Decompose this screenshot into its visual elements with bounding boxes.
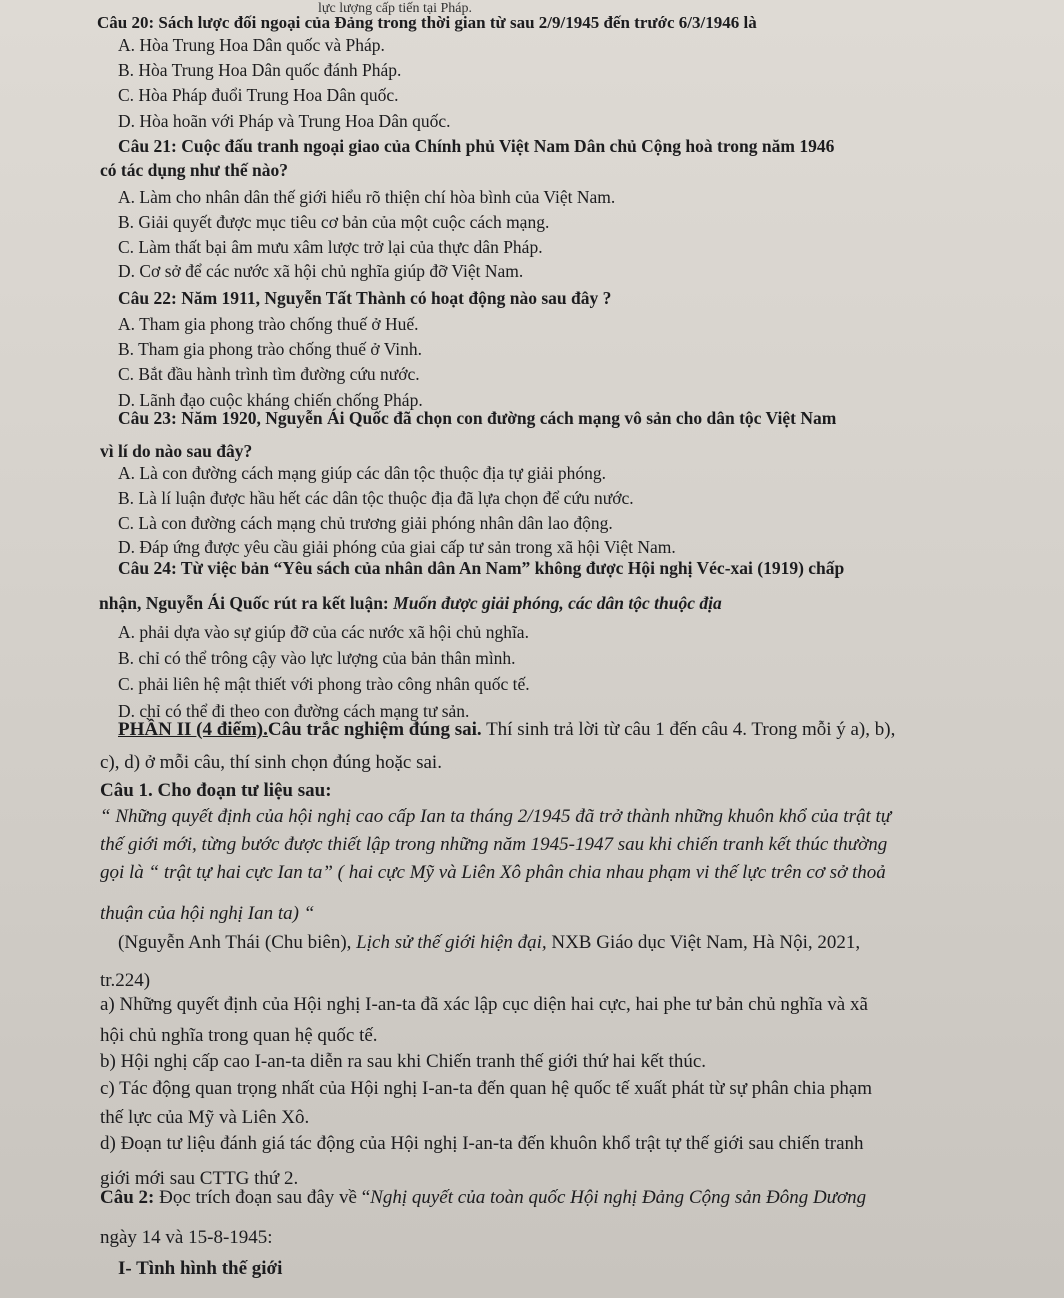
question-23-title: Câu 23: Năm 1920, Nguyễn Ái Quốc đã chọn con đường cách mạng vô sản cho dân tộc Việt Nam — [118, 408, 837, 428]
option-20d: D. Hòa hoãn với Pháp và Trung Hoa Dân quốc. — [118, 111, 451, 131]
citation — [118, 932, 860, 954]
question-24-title: Câu 24: Từ việc bản “Yêu sách của nhân dân An Nam” không được Hội nghị Véc-xai (1919) chấp — [118, 558, 845, 578]
question-21-title-cont: có tác dụng như thế nào? — [100, 160, 288, 180]
question-2-document: Nghị quyết của toàn quốc Hội nghị Đảng Cộng sản Đông Dương — [370, 1187, 867, 1208]
option-24d: D. chỉ có thể đi theo con đường cách mạng tư sản. — [118, 701, 470, 721]
question-24-lead: nhận, Nguyễn Ái Quốc rút ra kết luận: — [99, 593, 394, 613]
option-21a: A. Làm cho nhân dân thế giới hiểu rõ thiện chí hòa bình của Việt Nam. — [118, 187, 616, 207]
quote-line-4: thuận của hội nghị Ian ta) “ — [100, 903, 315, 924]
option-21b: B. Giải quyết được mục tiêu cơ bản của một cuộc cách mạng. — [118, 212, 550, 232]
quote-line-1: “ Những quyết định của hội nghị cao cấp Ian ta tháng 2/1945 đã trở thành những khuôn khổ của trật tự — [100, 806, 892, 827]
option-22d: D. Lãnh đạo cuộc kháng chiến chống Pháp. — [118, 390, 423, 410]
statement-a-cont: hội chủ nghĩa trong quan hệ quốc tế. — [100, 1025, 378, 1046]
part-2-instructions: Thí sinh trả lời từ câu 1 đến câu 4. Trong mỗi ý a), b), — [481, 719, 896, 740]
question-2-date: ngày 14 và 15-8-1945: — [100, 1227, 273, 1248]
option-22c: C. Bắt đầu hành trình tìm đường cứu nước. — [118, 364, 420, 384]
part-2-question-1-title: Câu 1. Cho đoạn tư liệu sau: — [100, 780, 332, 801]
question-22-title: Câu 22: Năm 1911, Nguyễn Tất Thành có hoạt động nào sau đây ? — [118, 288, 612, 308]
question-24-conclusion: Muốn được giải phóng, các dân tộc thuộc địa — [393, 593, 722, 613]
citation-author: (Nguyễn Anh Thái (Chu biên), — [118, 932, 357, 953]
option-22b: B. Tham gia phong trào chống thuế ở Vinh. — [118, 339, 423, 359]
statement-c-cont: thế lực của Mỹ và Liên Xô. — [100, 1107, 310, 1128]
option-22a: A. Tham gia phong trào chống thuế ở Huế. — [118, 314, 419, 334]
part-2-question-2-title — [100, 1187, 866, 1209]
part-2-instructions-cont: c), d) ở mỗi câu, thí sinh chọn đúng hoặc sai. — [100, 752, 442, 773]
cut-off-line: lực lượng cấp tiến tại Pháp. — [318, 1, 472, 16]
option-23d: D. Đáp ứng được yêu cầu giải phóng của giai cấp tư sản trong xã hội Việt Nam. — [118, 537, 676, 557]
section-heading-world-situation: I- Tình hình thế giới — [118, 1258, 283, 1279]
citation-book: Lịch sử thế giới hiện đại, — [356, 932, 547, 953]
question-20-title: Câu 20: Sách lược đối ngoại của Đảng trong thời gian từ sau 2/9/1945 đến trước 6/3/1946 là — [97, 13, 757, 32]
option-23a: A. Là con đường cách mạng giúp các dân tộc thuộc địa tự giải phóng. — [118, 463, 606, 483]
statement-d-cont: giới mới sau CTTG thứ 2. — [100, 1168, 299, 1189]
option-21c: C. Làm thất bại âm mưu xâm lược trở lại của thực dân Pháp. — [118, 237, 543, 257]
quote-line-3: gọi là “ trật tự hai cực Ian ta” ( hai cực Mỹ và Liên Xô phân chia nhau phạm vi thế lực trên cơ sở thoả — [100, 862, 886, 883]
option-21d: D. Cơ sở để các nước xã hội chủ nghĩa giúp đỡ Việt Nam. — [118, 261, 524, 281]
option-20a: A. Hòa Trung Hoa Dân quốc và Pháp. — [118, 35, 385, 55]
statement-a: a) Những quyết định của Hội nghị I-an-ta đã xác lập cục diện hai cực, hai phe tư bản chủ nghĩa và xã — [100, 994, 868, 1015]
citation-publisher: NXB Giáo dục Việt Nam, Hà Nội, 2021, — [546, 932, 861, 953]
statement-d: d) Đoạn tư liệu đánh giá tác động của Hội nghị I-an-ta đến khuôn khổ trật tự thế giới sau chiến tranh — [100, 1133, 864, 1154]
question-2-label: Câu 2: — [100, 1187, 155, 1208]
quote-line-2: thế giới mới, từng bước được thiết lập trong những năm 1945-1947 sau khi chiến tranh kết thúc thường — [100, 834, 888, 855]
question-2-lead: Đọc trích đoạn sau đây về “ — [154, 1187, 371, 1208]
part-2-heading — [118, 719, 895, 741]
option-24a: A. phải dựa vào sự giúp đỡ của các nước xã hội chủ nghĩa. — [118, 622, 529, 642]
option-24b: B. chỉ có thể trông cậy vào lực lượng của bản thân mình. — [118, 648, 516, 668]
option-20b: B. Hòa Trung Hoa Dân quốc đánh Pháp. — [118, 60, 402, 80]
question-21-title: Câu 21: Cuộc đấu tranh ngoại giao của Chính phủ Việt Nam Dân chủ Cộng hoà trong năm 1946 — [118, 136, 835, 156]
citation-page: tr.224) — [100, 970, 151, 991]
question-23-title-cont: vì lí do nào sau đây? — [100, 441, 253, 461]
part-2-label: PHẦN II (4 điểm). — [118, 719, 268, 740]
part-2-type: Câu trắc nghiệm đúng sai. — [267, 719, 482, 740]
question-24-title-cont — [99, 592, 722, 614]
statement-c: c) Tác động quan trọng nhất của Hội nghị I-an-ta đến quan hệ quốc tế xuất phát từ sự phân chia phạm — [100, 1078, 873, 1099]
option-23c: C. Là con đường cách mạng chủ trương giải phóng nhân dân lao động. — [118, 513, 613, 533]
option-24c: C. phải liên hệ mật thiết với phong trào công nhân quốc tế. — [118, 674, 530, 694]
option-20c: C. Hòa Pháp đuổi Trung Hoa Dân quốc. — [118, 85, 399, 105]
option-23b: B. Là lí luận được hầu hết các dân tộc thuộc địa đã lựa chọn để cứu nước. — [118, 488, 634, 508]
statement-b: b) Hội nghị cấp cao I-an-ta diễn ra sau khi Chiến tranh thế giới thứ hai kết thúc. — [100, 1051, 706, 1072]
